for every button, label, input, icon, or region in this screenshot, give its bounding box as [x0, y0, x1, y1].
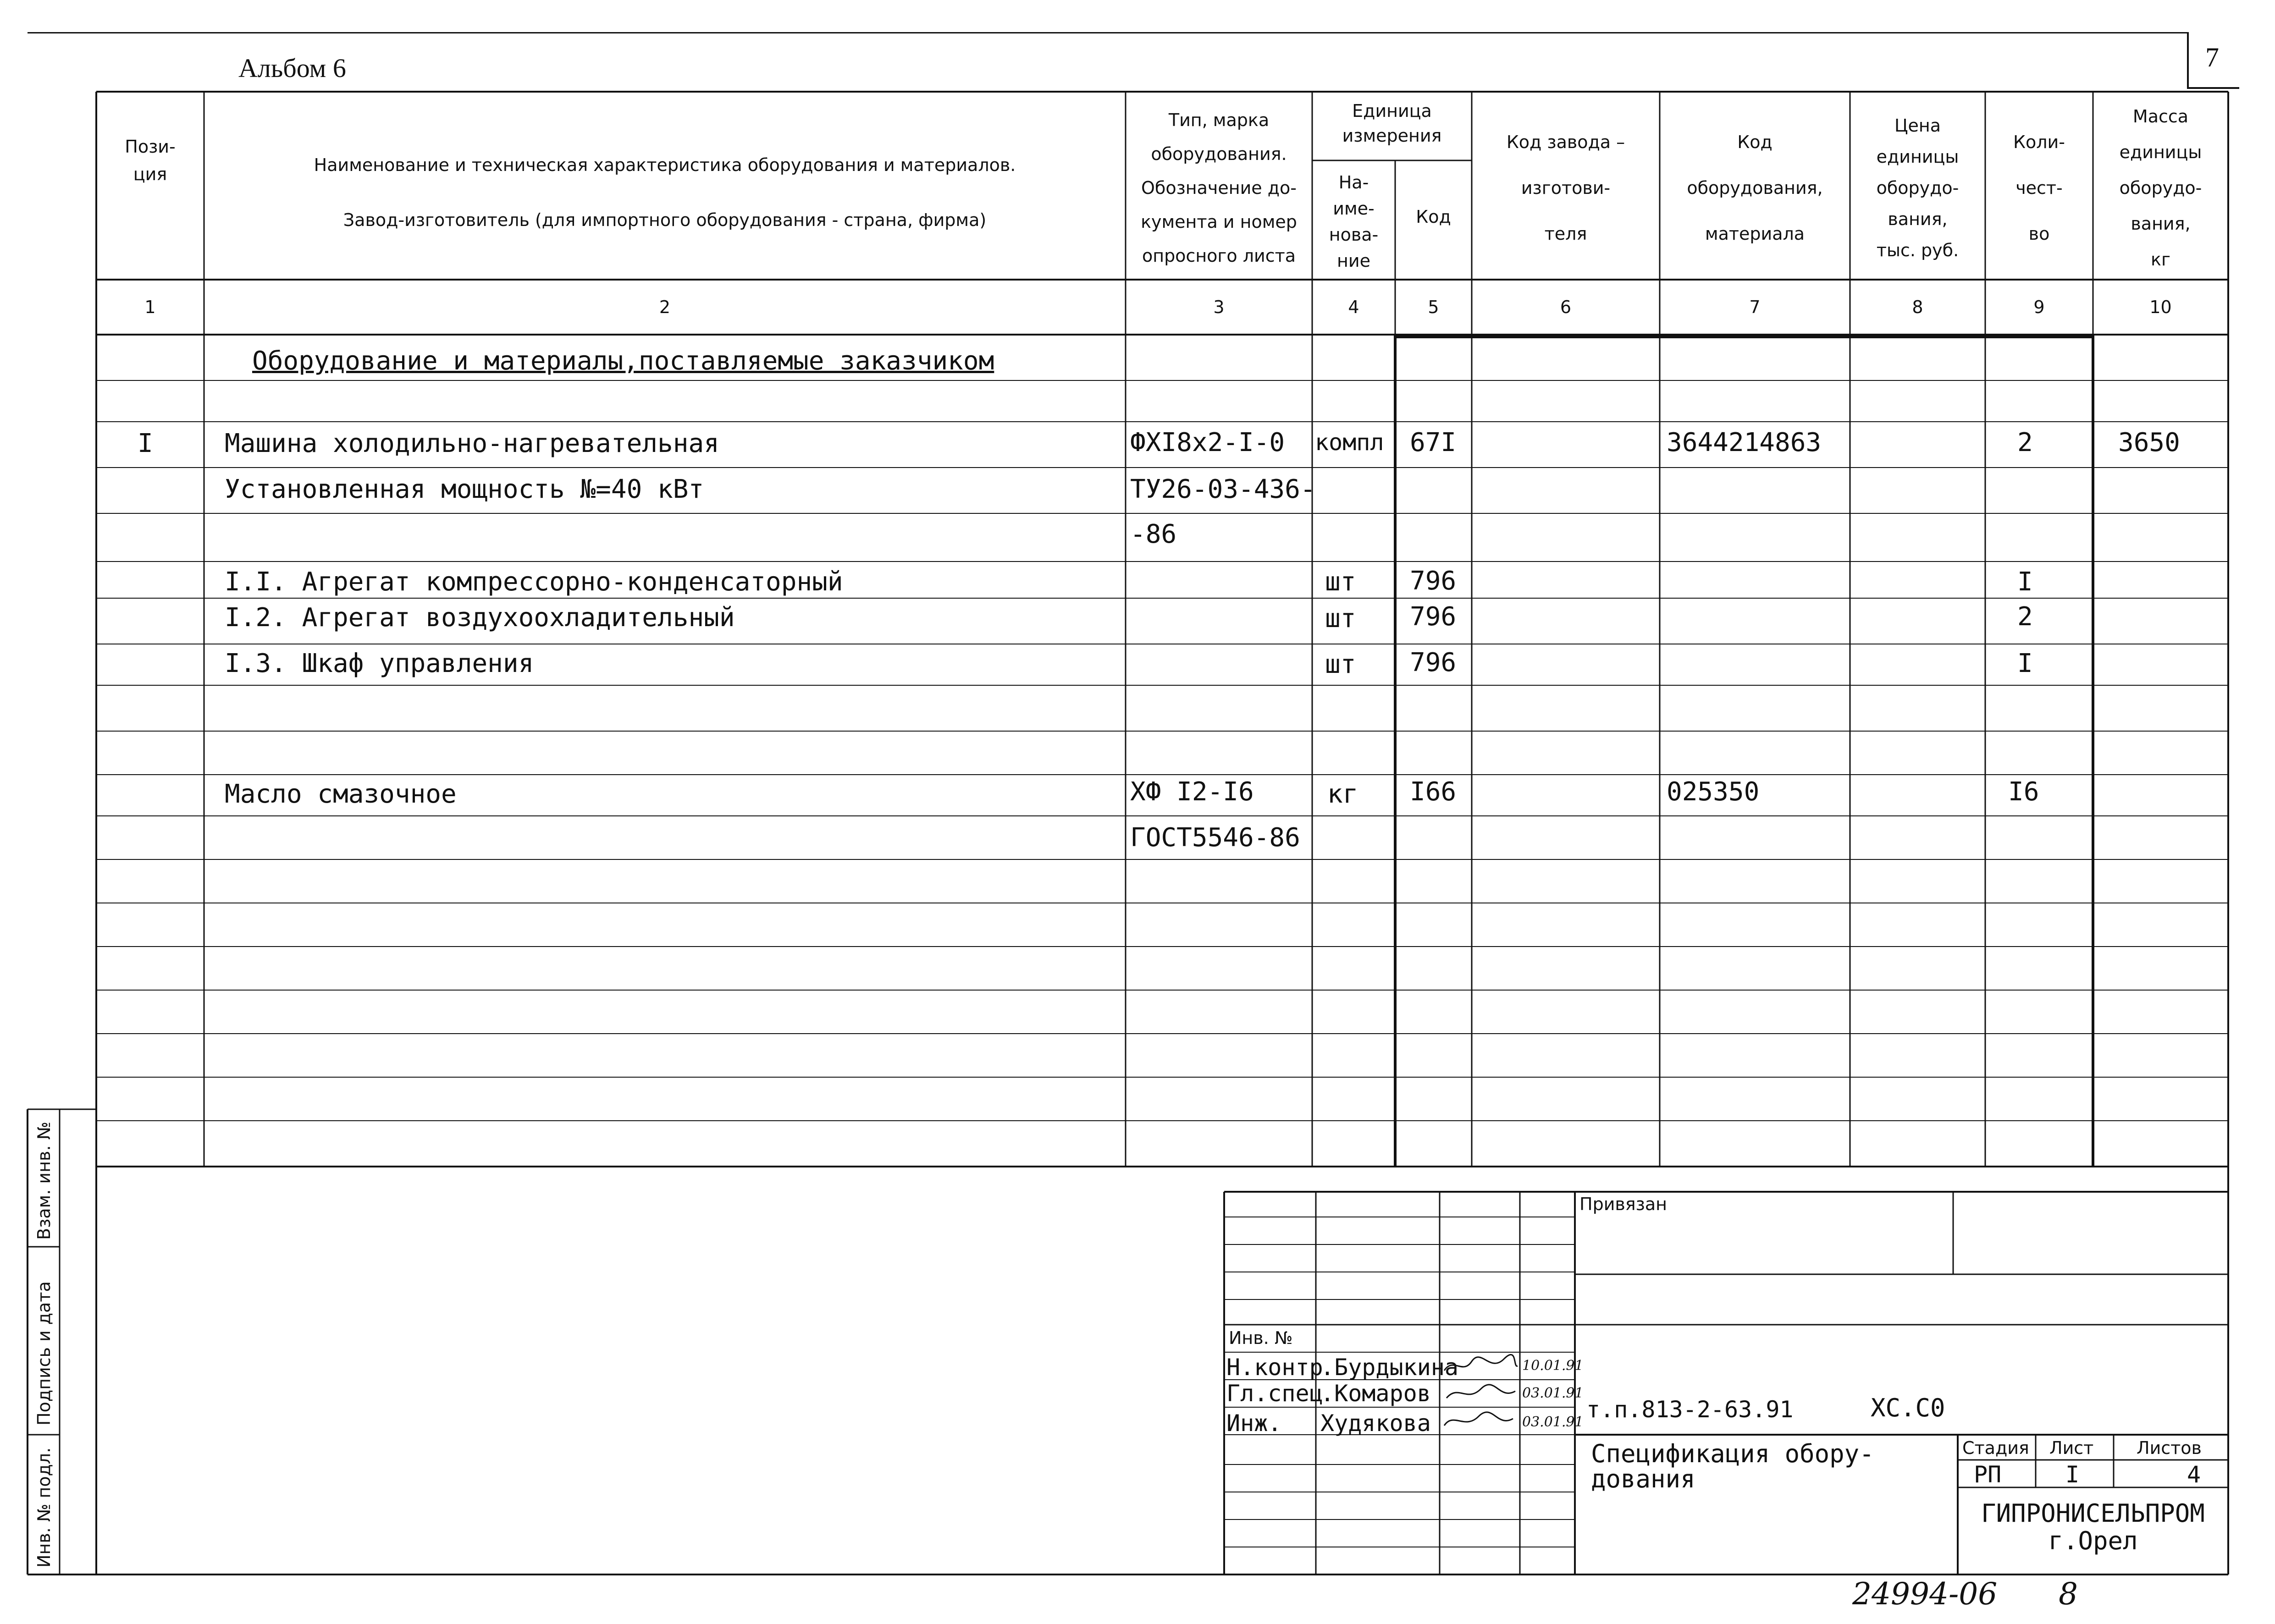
table-cell-qty: 2	[2017, 602, 2033, 632]
stamp-privyazan: Привязан	[1579, 1194, 1667, 1214]
header-col8-line: Цена	[1894, 116, 1941, 136]
header-col5: Код	[1416, 207, 1451, 227]
table-cell-qty: 2	[2017, 428, 2033, 457]
col-number: 8	[1912, 297, 1923, 317]
header-col8-line: оборудо-	[1876, 178, 1959, 198]
stamp-sheet-label: Лист	[2049, 1438, 2094, 1458]
header-unit-line: Единица	[1352, 101, 1432, 121]
side-label-vzam: Взам. инв. №	[34, 1121, 54, 1240]
table-cell-item-code: 025350	[1667, 777, 1760, 807]
header-col3	[1126, 103, 1312, 273]
signer-name: Худякова	[1320, 1410, 1431, 1437]
stamp-title: дования	[1591, 1464, 1695, 1493]
table-cell-unit: кг	[1327, 779, 1358, 809]
signer-date: 03.01.91	[1522, 1414, 1584, 1430]
header-col7-line: оборудования,	[1687, 178, 1823, 198]
table-cell-code: 796	[1410, 602, 1457, 632]
side-label-inv: Инв. № подл.	[34, 1447, 54, 1568]
header-unit-line: измерения	[1342, 126, 1442, 146]
header-col3-line: опросного листа	[1142, 246, 1296, 266]
stamp-org: ГИПРОНИСЕЛЬПРОМ	[1981, 1499, 2205, 1528]
table-cell-code: 796	[1410, 648, 1457, 677]
table-cell-name: Установленная мощность №=40 кВт	[225, 474, 704, 504]
stamp-stage: РП	[1974, 1461, 2002, 1488]
header-col2-line: Завод-изготовитель (для импортного оборудования - страна, фирма)	[343, 210, 987, 230]
footer-code: 24994-06	[1852, 1576, 1998, 1612]
header-col10-line: оборудо-	[2119, 178, 2202, 198]
col-number: 10	[2149, 297, 2172, 317]
header-col3-line: Обозначение до-	[1141, 178, 1297, 198]
table-cell-name: I.I. Агрегат компрессорно-конденсаторный	[225, 567, 843, 597]
header-col7-line: материала	[1705, 224, 1805, 244]
header-col6-line: изготови-	[1521, 178, 1611, 198]
header-col8-line: тыс. руб.	[1876, 240, 1959, 260]
stamp-title: Спецификация обору-	[1591, 1439, 1874, 1468]
header-col6-line: теля	[1544, 224, 1587, 244]
footer-page: 8	[2059, 1576, 2078, 1612]
header-col8-line: единицы	[1876, 147, 1959, 167]
stamp-designation: т.п.813-2-63.91	[1586, 1396, 1794, 1423]
header-col6-line: Код завода –	[1506, 132, 1625, 152]
header-col6	[1472, 119, 1660, 257]
table-cell-code: I66	[1410, 777, 1457, 807]
col-number: 4	[1348, 297, 1359, 317]
header-col10	[2093, 99, 2228, 277]
header-col9-line: чест-	[2015, 178, 2063, 198]
table-cell-code: 796	[1410, 566, 1457, 596]
header-col4-line: ние	[1337, 251, 1370, 271]
header-col2	[204, 138, 1126, 248]
header-col7	[1660, 119, 1850, 257]
table-cell-type: ГОСТ5546-86	[1130, 823, 1300, 853]
signer-date: 10.01.91	[1522, 1358, 1584, 1374]
col-number: 2	[659, 297, 671, 317]
header-col8-line: вания,	[1888, 209, 1948, 229]
table-cell-unit: компл	[1315, 429, 1384, 456]
section-heading: Оборудование и материалы,поставляемые заказчиком	[252, 346, 994, 376]
signer-role: Инж.	[1226, 1410, 1282, 1437]
stamp-stage-label: Стадия	[1962, 1438, 2029, 1458]
stamp-org-city: г.Орел	[2048, 1526, 2138, 1555]
header-col9	[1985, 119, 2093, 257]
col-number: 3	[1213, 297, 1225, 317]
table-cell-unit: шт	[1325, 650, 1356, 679]
table-cell-unit: шт	[1325, 604, 1356, 633]
signature-marks	[1440, 1352, 1520, 1435]
header-col3-line: оборудования.	[1151, 144, 1287, 164]
header-col3-line: Тип, марка	[1168, 110, 1270, 130]
header-col3-line: кумента и номер	[1141, 212, 1297, 232]
table-cell-type: ФХI8х2-I-0	[1130, 428, 1285, 457]
col-number: 6	[1560, 297, 1572, 317]
table-cell-type: ТУ26-03-436-	[1130, 474, 1316, 504]
table-cell-code: 67I	[1410, 428, 1457, 457]
table-cell-pos: I	[138, 429, 153, 458]
header-col1-line: ция	[133, 164, 167, 184]
page-number: 7	[2205, 42, 2219, 72]
header-col1-line: Пози-	[125, 137, 176, 157]
side-label-podpis: Подпись и дата	[34, 1281, 54, 1426]
header-col4-line: На-	[1338, 172, 1369, 193]
col-number: 7	[1749, 297, 1761, 317]
table-cell-name: I.3. Шкаф управления	[225, 649, 534, 678]
header-col8	[1850, 110, 1985, 266]
table-cell-name: I.2. Агрегат воздухоохладительный	[225, 603, 735, 633]
table-cell-qty: I	[2017, 567, 2033, 597]
signer-role: Гл.спец	[1226, 1380, 1323, 1407]
table-cell-type: -86	[1130, 519, 1177, 549]
header-col4-line: нова-	[1329, 225, 1379, 245]
col-number: 5	[1428, 297, 1439, 317]
table-cell-mass: 3650	[2118, 428, 2180, 457]
header-col2-line: Наименование и техническая характеристика оборудования и материалов.	[314, 155, 1016, 175]
header-col10-line: кг	[2151, 249, 2170, 270]
stamp-sheet: I	[2065, 1461, 2080, 1488]
signer-name: .Бурдыкина	[1320, 1354, 1459, 1381]
stamp-sheets-label: Листов	[2137, 1438, 2202, 1458]
table-cell-type: ХФ I2-I6	[1130, 777, 1254, 807]
stamp-inv-no: Инв. №	[1229, 1328, 1293, 1348]
signer-date: 03.01.91	[1522, 1385, 1584, 1401]
table-cell-name: Масло смазочное	[225, 779, 457, 809]
signer-role: Н.контр	[1226, 1354, 1323, 1381]
header-col4	[1312, 170, 1395, 274]
col-number: 9	[2033, 297, 2045, 317]
header-col10-line: вания,	[2131, 214, 2191, 234]
album-label: Альбом 6	[238, 53, 346, 83]
table-cell-name: Машина холодильно-нагревательная	[225, 429, 719, 458]
table-cell-item-code: 3644214863	[1667, 428, 1822, 457]
table-cell-qty: I	[2017, 649, 2033, 678]
table-cell-qty: I6	[2008, 777, 2039, 807]
col-number: 1	[144, 297, 156, 317]
table-cell-unit: шт	[1325, 567, 1356, 597]
header-col9-line: Коли-	[2013, 132, 2065, 152]
header-col1	[96, 133, 204, 188]
header-col9-line: во	[2028, 224, 2050, 244]
stamp-designation-suffix: ХС.С0	[1871, 1393, 1945, 1422]
stamp-sheets: 4	[2187, 1461, 2201, 1488]
signer-name: .Комаров	[1320, 1380, 1431, 1407]
header-col10-line: единицы	[2119, 142, 2202, 162]
header-col7-line: Код	[1737, 132, 1773, 152]
header-col10-line: Масса	[2132, 106, 2189, 127]
header-col4-line: име-	[1333, 198, 1375, 219]
header-unit-group	[1312, 99, 1472, 148]
